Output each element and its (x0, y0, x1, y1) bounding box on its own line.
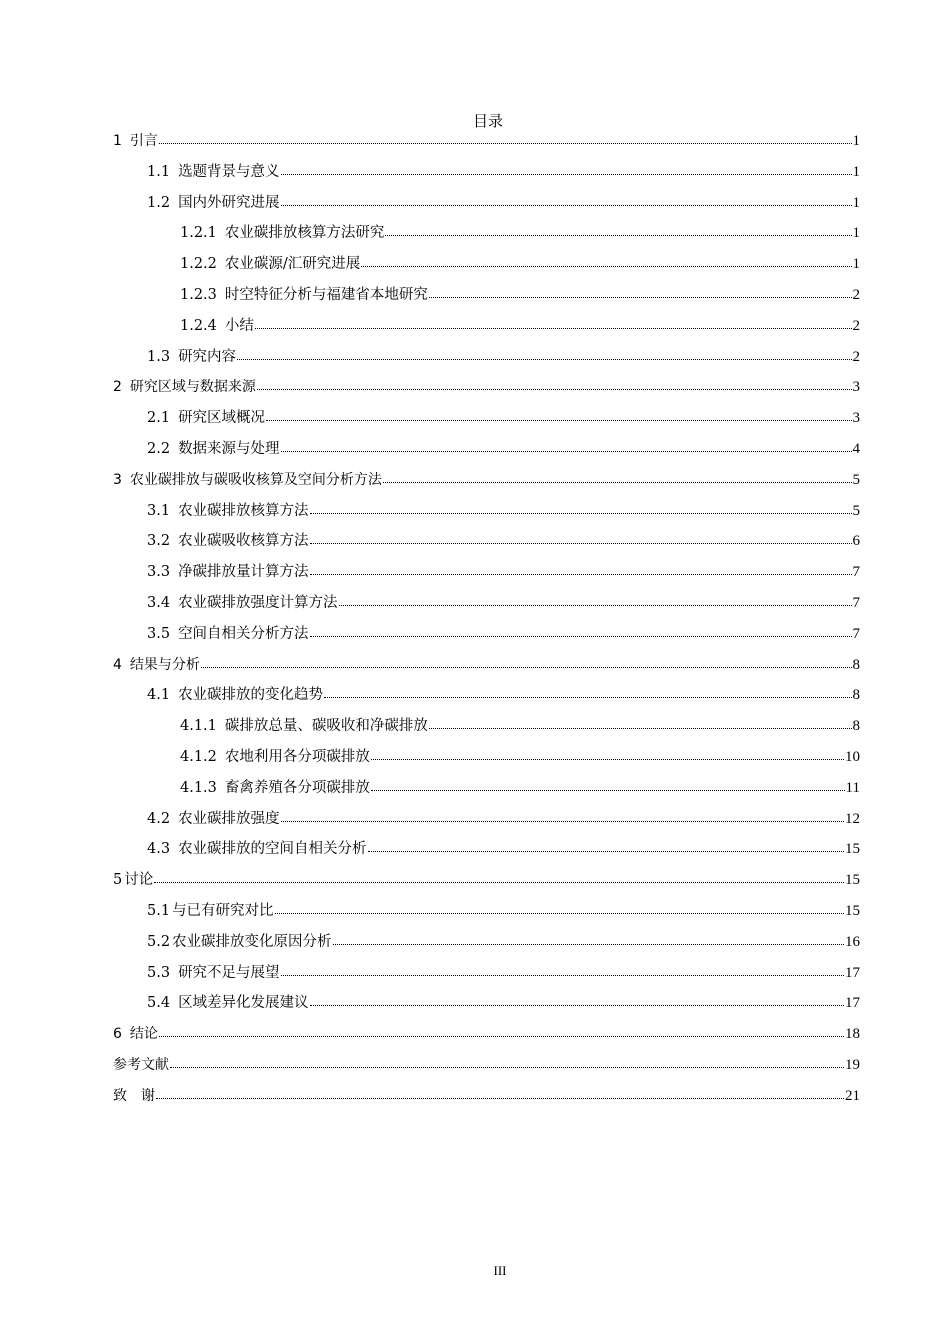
toc-entry-page: 3 (852, 410, 860, 427)
toc-entry-label: 农业碳排放变化原因分析 (172, 933, 332, 950)
toc-entry-number: 1.2.4 (180, 317, 217, 334)
toc-dot-leader (339, 593, 852, 607)
toc-entry-page: 2 (852, 317, 860, 334)
toc-entry[interactable] (113, 161, 860, 192)
toc-entry-number: 3.1 (147, 502, 171, 519)
toc-entry-page: 7 (852, 625, 860, 642)
toc-entry[interactable] (113, 838, 860, 869)
toc-dot-leader (159, 1024, 844, 1038)
toc-entry-page: 5 (852, 471, 860, 488)
toc-entry-page: 1 (852, 163, 860, 180)
toc-entry-number: 1 (113, 133, 122, 149)
toc-entry-page: 19 (845, 1056, 860, 1073)
toc-dot-leader (156, 1086, 844, 1100)
toc-dot-leader (281, 162, 852, 176)
toc-entry[interactable] (113, 900, 860, 931)
toc-dot-leader (324, 685, 851, 699)
toc-dot-leader (429, 285, 852, 299)
toc-entry-page: 1 (852, 225, 860, 242)
toc-dot-leader (201, 655, 852, 669)
toc-entry-label: 农业碳排放的空间自相关分析 (178, 841, 367, 858)
toc-entry[interactable] (113, 315, 860, 346)
toc-entry-label: 小结 (224, 317, 254, 334)
toc-entry-number: 2 (113, 379, 122, 396)
toc-entry[interactable] (113, 869, 860, 900)
toc-entry-number: 4.1.3 (180, 779, 217, 796)
toc-entry-number: 5.3 (147, 964, 171, 981)
toc-entry-page: 1 (852, 194, 860, 211)
toc-entry-label: 与已有研究对比 (172, 902, 274, 919)
page-footer-number: III (493, 1263, 507, 1278)
toc-entry-label: 结果与分析 (129, 656, 200, 673)
toc-entry-page: 11 (845, 779, 860, 796)
toc-entry-label: 农业碳排放与碳吸收核算及空间分析方法 (129, 471, 382, 488)
toc-entry-label: 农地利用各分项碳排放 (224, 748, 370, 765)
toc-entry-label: 农业碳排放核算方法研究 (224, 225, 385, 242)
toc-entry-label: 农业碳排放强度计算方法 (178, 594, 338, 611)
toc-dot-leader (333, 932, 844, 946)
toc-entry-page: 3 (852, 379, 860, 396)
toc-entry-label: 研究区域与数据来源 (129, 379, 256, 396)
toc-entry[interactable] (113, 746, 860, 777)
toc-entry[interactable] (113, 438, 860, 469)
toc-entry-page: 16 (845, 933, 860, 950)
toc-entry-page: 10 (845, 748, 860, 765)
toc-entry[interactable] (113, 222, 860, 253)
toc-entry-page: 2 (852, 286, 860, 303)
toc-entry-label: 农业碳排放核算方法 (178, 502, 309, 519)
toc-entry-page: 6 (852, 533, 860, 550)
toc-entry-number: 3.3 (147, 564, 171, 581)
toc-dot-leader (310, 531, 852, 545)
toc-entry[interactable] (113, 561, 860, 592)
toc-entry-page: 2 (852, 348, 860, 365)
toc-entry[interactable] (113, 530, 860, 561)
toc-entry[interactable] (113, 1085, 860, 1116)
toc-dot-leader (159, 131, 852, 145)
toc-entry[interactable] (113, 469, 860, 500)
toc-entry-label: 致 谢 (113, 1087, 155, 1104)
toc-dot-leader (170, 1055, 844, 1069)
toc-dot-leader (310, 562, 852, 576)
toc-entry-page: 8 (852, 718, 860, 735)
toc-entry-page: 12 (845, 810, 860, 827)
toc-entry-label: 选题背景与意义 (178, 163, 280, 180)
toc-dot-leader (310, 993, 844, 1007)
toc-entry-label: 研究不足与展望 (178, 964, 280, 981)
toc-entry-label: 农业碳源/汇研究进展 (224, 256, 361, 273)
toc-entry[interactable] (113, 592, 860, 623)
toc-entry-label: 农业碳排放的变化趋势 (178, 687, 324, 704)
toc-entry-number: 5.2 (147, 933, 171, 950)
toc-entry-number: 4.1.1 (180, 718, 217, 735)
toc-entry-number: 1.2.1 (180, 225, 217, 242)
toc-entry-number: 1.2 (147, 194, 171, 211)
toc-entry-page: 18 (845, 1026, 860, 1043)
toc-entry-number: 5.1 (147, 902, 171, 919)
toc-dot-leader (383, 470, 852, 484)
toc-dot-leader (371, 747, 844, 761)
toc-entry-page: 8 (852, 656, 860, 673)
toc-entry-page: 7 (852, 594, 860, 611)
toc-dot-leader (154, 870, 844, 884)
toc-dot-leader (310, 624, 852, 638)
toc-entry-label: 农业碳吸收核算方法 (178, 533, 309, 550)
toc-entry-number: 3 (113, 471, 122, 488)
toc-entry[interactable] (113, 1054, 860, 1085)
toc-entry[interactable] (113, 407, 860, 438)
toc-entry[interactable] (113, 684, 860, 715)
toc-dot-leader (385, 223, 851, 237)
toc-dot-leader (281, 193, 852, 207)
toc-entry[interactable] (113, 715, 860, 746)
toc-entry-label: 结论 (129, 1026, 158, 1043)
toc-entry-number: 5.4 (147, 995, 171, 1012)
toc-entry-number: 1.3 (147, 348, 171, 365)
toc-entry-label: 参考文献 (113, 1056, 169, 1073)
toc-entry-label: 国内外研究进展 (178, 194, 280, 211)
toc-entry-page: 15 (845, 841, 860, 858)
toc-entry-page: 5 (852, 502, 860, 519)
toc-entry[interactable] (113, 931, 860, 962)
toc-dot-leader (237, 347, 851, 361)
toc-dot-leader (281, 809, 844, 823)
toc-entry-label: 畜禽养殖各分项碳排放 (224, 779, 370, 796)
toc-entry[interactable] (113, 808, 860, 839)
toc-entry-label: 碳排放总量、碳吸收和净碳排放 (224, 718, 428, 735)
toc-dot-leader (255, 316, 852, 330)
toc-entry-page: 17 (845, 995, 860, 1012)
toc-entry-number: 4.1.2 (180, 748, 217, 765)
toc-entry[interactable] (113, 346, 860, 377)
toc-entry-label: 时空特征分析与福建省本地研究 (224, 286, 428, 303)
toc-dot-leader (266, 408, 851, 422)
toc-dot-leader (281, 439, 852, 453)
toc-entry[interactable] (113, 284, 860, 315)
toc-entry-number: 4 (113, 656, 122, 673)
toc-entry-number: 1.2.2 (180, 256, 217, 273)
toc-entry[interactable] (113, 654, 860, 685)
toc-entry-label: 农业碳排放强度 (178, 810, 280, 827)
toc-entry-number: 1.2.3 (180, 286, 217, 303)
toc-dot-leader (310, 501, 852, 515)
toc-entry-number: 1.1 (147, 163, 171, 180)
toc-dot-leader (361, 254, 851, 268)
toc-entry-page: 1 (852, 133, 860, 149)
toc-entry-number: 4.1 (147, 687, 171, 704)
toc-entry[interactable] (113, 253, 860, 284)
toc-entry[interactable] (113, 777, 860, 808)
toc-entry-page: 1 (852, 256, 860, 273)
toc-entry-page: 17 (845, 964, 860, 981)
toc-entry-number: 5 (113, 872, 123, 889)
toc-entry-number: 2.2 (147, 440, 171, 457)
toc-entry-number: 4.2 (147, 810, 171, 827)
toc-dot-leader (371, 778, 845, 792)
toc-entry-page: 15 (845, 902, 860, 919)
toc-entry[interactable] (113, 500, 860, 531)
toc-entry-page: 15 (845, 872, 860, 889)
toc-list (113, 130, 860, 1116)
toc-entry[interactable] (113, 376, 860, 407)
toc-entry[interactable] (113, 962, 860, 993)
toc-entry-label: 讨论 (124, 872, 154, 889)
toc-entry[interactable] (113, 623, 860, 654)
toc-dot-leader (275, 901, 844, 915)
toc-entry-label: 空间自相关分析方法 (178, 625, 309, 642)
toc-entry-page: 7 (852, 564, 860, 581)
toc-entry-page: 4 (852, 440, 860, 457)
toc-entry-number: 3.5 (147, 625, 171, 642)
toc-entry-number: 4.3 (147, 841, 171, 858)
toc-entry[interactable] (113, 192, 860, 223)
toc-entry-label: 研究内容 (178, 348, 237, 365)
toc-dot-leader (368, 839, 844, 853)
toc-entry-number: 3.2 (147, 533, 171, 550)
toc-entry-label: 区域差异化发展建议 (178, 995, 309, 1012)
toc-entry[interactable] (113, 130, 860, 161)
toc-entry-page: 8 (852, 687, 860, 704)
toc-entry-number: 3.4 (147, 594, 171, 611)
toc-entry[interactable] (113, 992, 860, 1023)
toc-dot-leader (429, 716, 852, 730)
toc-entry-label: 研究区域概况 (178, 410, 266, 427)
toc-dot-leader (281, 963, 844, 977)
toc-entry-number: 2.1 (147, 410, 171, 427)
toc-entry[interactable] (113, 1023, 860, 1054)
toc-entry-label: 净碳排放量计算方法 (178, 564, 309, 581)
toc-entry-label: 数据来源与处理 (178, 440, 280, 457)
toc-entry-page: 21 (845, 1087, 860, 1104)
toc-entry-label: 引言 (129, 133, 158, 149)
toc-title: 目录 (472, 112, 503, 130)
toc-entry-number: 6 (113, 1026, 122, 1043)
toc-dot-leader (257, 377, 852, 391)
